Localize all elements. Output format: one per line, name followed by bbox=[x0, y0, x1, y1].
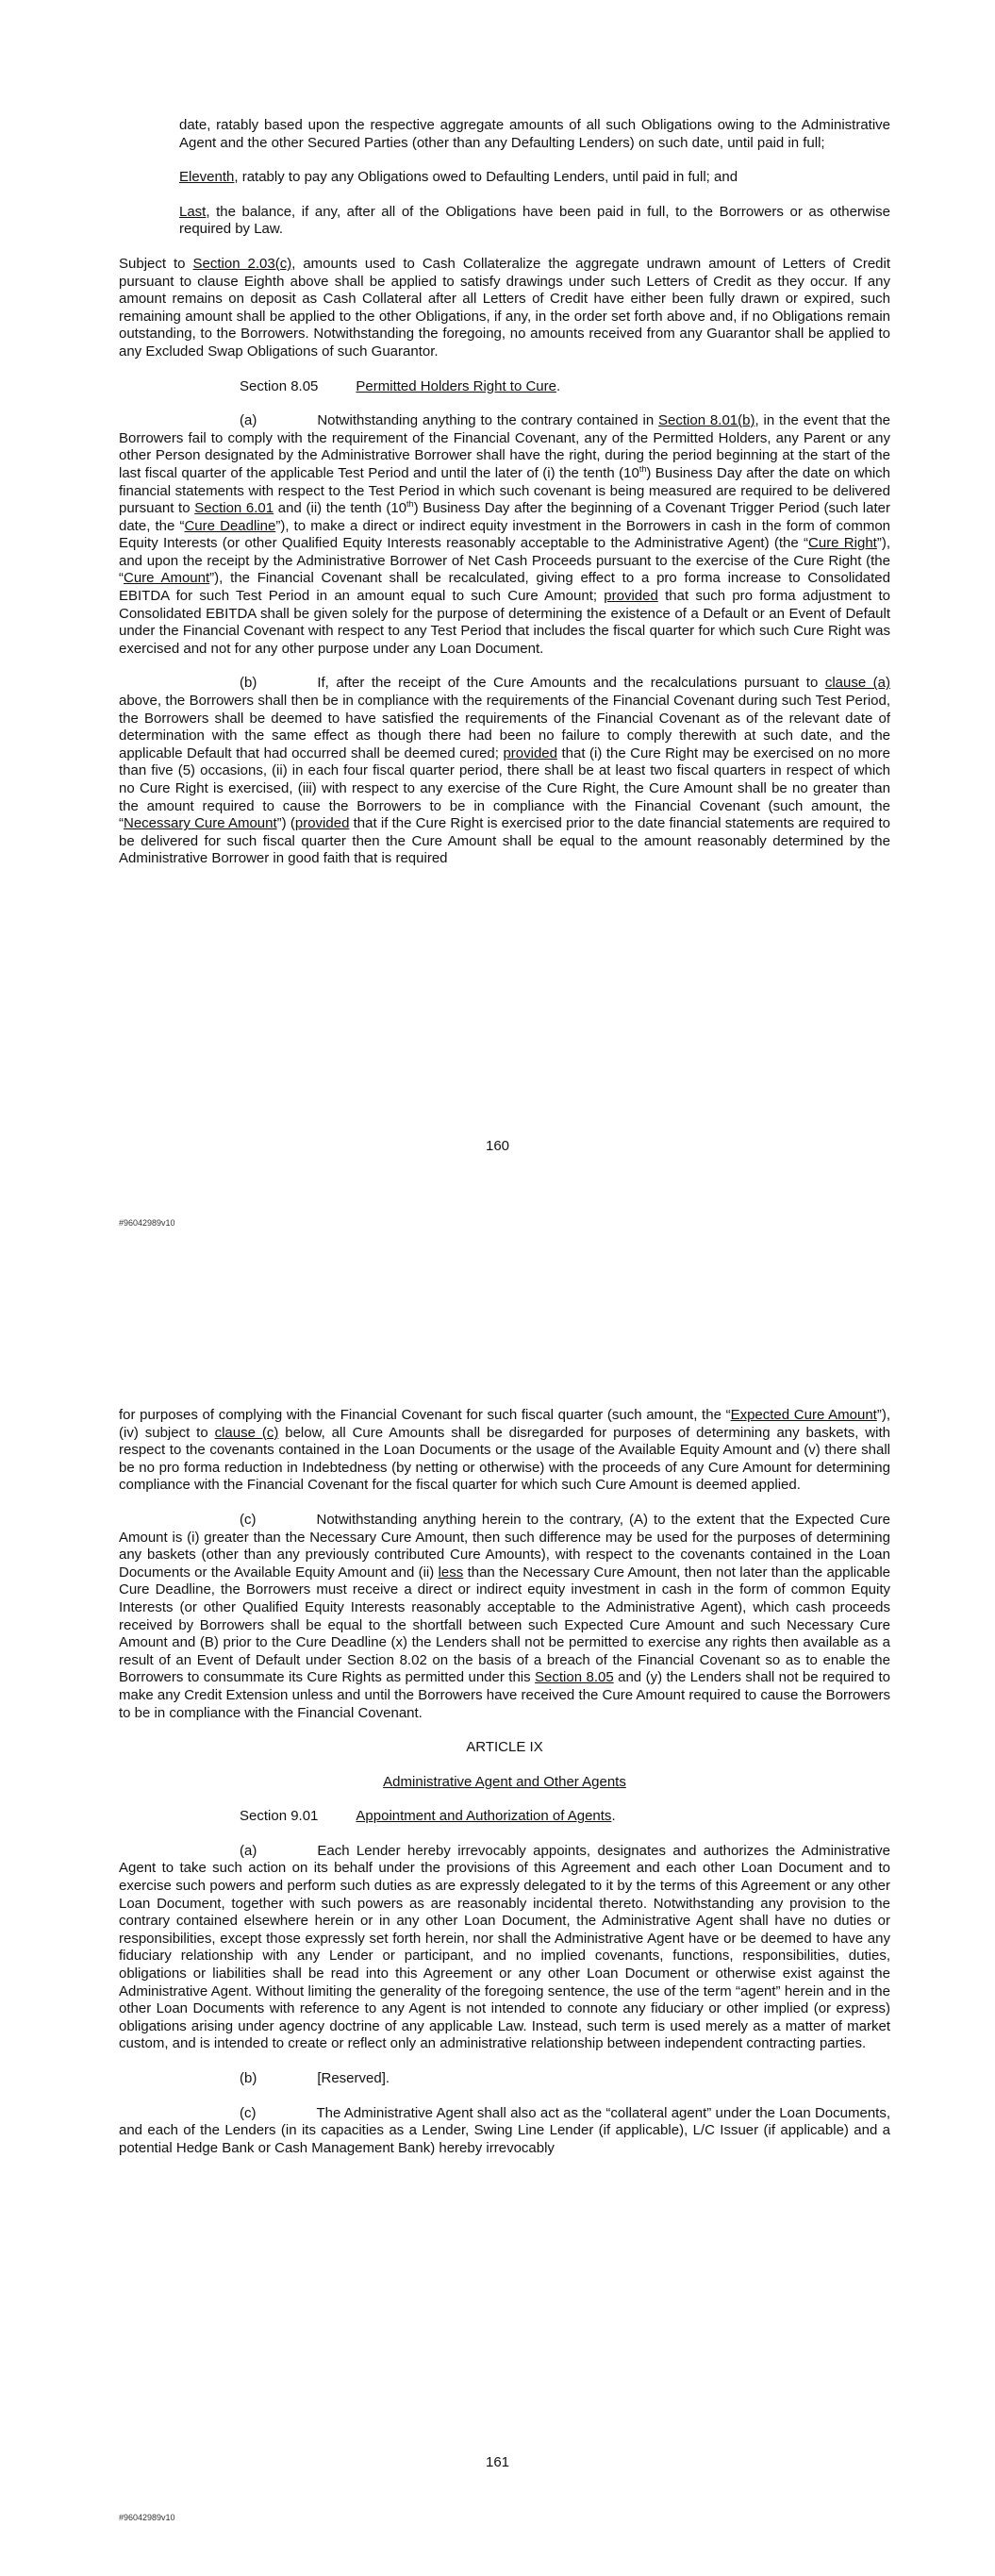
paragraph-8-05-b-continuation bbox=[119, 1407, 890, 1495]
paragraph-9-01-c bbox=[119, 2105, 890, 2158]
article-title bbox=[119, 1774, 890, 1792]
paragraph-8-05-b bbox=[119, 675, 890, 868]
section-period: . bbox=[556, 377, 561, 394]
text-b2: above, the Borrowers shall then be in compliance with the requirements of the Financial Covenant during such Test Period, the Borrowers shall be deemed to have satisfied the requirements of the Financial Covenant as of the relevant date of determination with the same effect as though there had been no failure to comply therewith at such date, and the applicable Default that had occurred shall be deemed cured; bbox=[119, 693, 890, 761]
defined-term-cure-right: Cure Right bbox=[808, 535, 877, 552]
provided-term: provided bbox=[503, 744, 557, 761]
section-8-05-ref: Section 8.05 bbox=[535, 1669, 614, 1686]
last-label: Last bbox=[179, 203, 207, 220]
page-161-body bbox=[119, 1407, 890, 2174]
last-text: , the balance, if any, after all of the Obligations have been paid in full, to the Borrowers or as otherwise required by Law. bbox=[179, 203, 890, 238]
provided-term: provided bbox=[294, 815, 350, 832]
subject-text-b: , amounts used to Cash Collateralize the aggregate undrawn amount of Letters of Credit pursuant to clause Eighth above shall be applied to satisfy drawings under such Letters of Credit as they occur. If any amount remains on deposit as Cash Collateral after all Letters of Credit have either been fully drawn or expired, such remaining amount shall be applied to the other Obligations, if any, in the order set forth above and, if no Obligations remain outstanding, to the Borrowers. Notwithstanding the foregoing, no amounts received from any Guarantor shall be applied to any Excluded Swap Obligations of such Guarantor. bbox=[119, 255, 891, 360]
subject-text-a: Subject to bbox=[119, 255, 193, 272]
clause-label: (a) bbox=[240, 412, 257, 429]
defined-term-necessary-cure-amount: Necessary Cure Amount bbox=[124, 815, 277, 832]
text-b4: ”) ( bbox=[276, 815, 295, 832]
section-period: . bbox=[611, 1808, 616, 1825]
paragraph-8-05-a bbox=[119, 412, 890, 658]
section-2-03c-ref: Section 2.03(c) bbox=[192, 255, 292, 272]
text-b8: below, all Cure Amounts shall be disregarded for purposes of determining any baskets, with respect to the covenants contained in the Loan Documents or the usage of the Available Equity Amount and (v) there shall be no pro forma reduction in Indebtedness (by netting or otherwise) with the proceeds of any Cure Amount for determining compliance with the Financial Covenant for the fiscal quarter for which such Cure Amount is deemed applied. bbox=[119, 1424, 890, 1494]
section-9-01-heading bbox=[119, 1808, 890, 1826]
text-c1: Notwithstanding anything herein to the contrary, (A) to the extent that the Expected Cure Amount is (i) greater than the Necessary Cure Amount, then such difference may be used for the purposes of determining any baskets (other than any previously contributed Cure Amounts), with respect to the covenants contained in the Loan Documents or the Available Equity Amount and (ii) bbox=[119, 1511, 890, 1581]
clause-label: (b) bbox=[240, 675, 257, 692]
section-number: Section 9.01 bbox=[240, 1808, 319, 1825]
section-6-01-ref: Section 6.01 bbox=[194, 500, 274, 517]
last-clause bbox=[179, 204, 890, 239]
text-b1: If, after the receipt of the Cure Amounts and the recalculations pursuant to bbox=[317, 675, 825, 692]
article-heading: ARTICLE IX bbox=[466, 1739, 543, 1756]
clause-label: (c) bbox=[240, 1511, 257, 1528]
section-8-05-heading bbox=[119, 378, 890, 396]
eleventh-text: , ratably to pay any Obligations owed to Defaulting Lenders, until paid in full; and bbox=[234, 169, 738, 186]
document-id: #96042989v10 bbox=[119, 2513, 175, 2522]
text-a4: and (ii) the tenth (10 bbox=[274, 500, 407, 517]
page-160-body bbox=[119, 117, 890, 885]
text-a1: Notwithstanding anything to the contrary contained in bbox=[317, 412, 659, 429]
text-a6: ”), to make a direct or indirect equity investment in the Borrowers in cash in the form of common Equity Interests (or other Qualified Equity Interests reasonably acceptable to the Administrative Agent) (the “ bbox=[119, 517, 891, 552]
section-title: Permitted Holders Right to Cure bbox=[356, 377, 556, 394]
eleventh-clause bbox=[179, 169, 890, 187]
subject-to-paragraph bbox=[119, 256, 890, 361]
paragraph-8-05-c bbox=[119, 1512, 890, 1722]
text-b5: that if the Cure Right is exercised prior to the date financial statements are required to be delivered for such fiscal quarter then the Cure Amount shall be equal to the amount reasonably determined by the Administrative Borrower in good faith that is required bbox=[119, 815, 890, 867]
section-8-01b-ref: Section 8.01(b) bbox=[658, 412, 755, 429]
section-title: Appointment and Authorization of Agents bbox=[356, 1808, 612, 1825]
text-a5: ) Business Day after the beginning of a Covenant Trigger Period (such later date, the “ bbox=[119, 500, 890, 534]
text-b6: for purposes of complying with the Financial Covenant for such fiscal quarter (such amount, the “ bbox=[119, 1407, 731, 1423]
text-c2: than the Necessary Cure Amount, then not later than the applicable Cure Deadline, the Borrowers must receive a direct or indirect equity investment in cash in the form of common Equity Interests (or other Qualified Equity Interests reasonably acceptable to the Administrative Agent), which cash proceeds received by Borrowers shall be equal to the shortfall between such Expected Cure Amount and such Necessary Cure Amount and (B) prior to the Cure Deadline (x) the Lenders shall not be permitted to exercise any rights then available as a result of an Event of Default under Section 8.02 on the basis of a breach of the Financial Covenant so as to enable the Borrowers to consummate its Cure Rights as permitted under this bbox=[119, 1564, 890, 1686]
paragraph-9-01-b bbox=[119, 2070, 890, 2088]
page-number: 161 bbox=[485, 2454, 510, 2470]
text-a2: , in the event that the Borrowers fail to comply with the requirement of the Financial Covenant, any of the Permitted Holders, any Parent or any other Person designated by the Administrative Borrower shall have the right, during the period beginning at the start of the last fiscal quarter of the applicable Test Period and until the later of (i) the tenth (10 bbox=[119, 412, 890, 481]
clause-label: (c) bbox=[240, 2104, 257, 2121]
defined-term-cure-deadline: Cure Deadline bbox=[184, 517, 276, 534]
article-title-text: Administrative Agent and Other Agents bbox=[383, 1773, 626, 1790]
eighth-text: date, ratably based upon the respective aggregate amounts of all such Obligations owing to the Administrative Agent and the other Secured Parties (other than any Defaulting Lenders) on such date, until paid in full; bbox=[179, 117, 890, 151]
eighth-clause-continuation bbox=[179, 117, 890, 152]
text-c3: and (y) the Lenders shall not be required to make any Credit Extension unless and until the Borrowers have received the Cure Amount required to cause the Borrowers to be in compliance with the Financial Covenant. bbox=[119, 1669, 890, 1721]
eleventh-label: Eleventh bbox=[179, 169, 235, 186]
clause-a-ref: clause (a) bbox=[824, 675, 890, 692]
section-number: Section 8.05 bbox=[240, 377, 319, 394]
paragraph-9-01-a bbox=[119, 1843, 890, 2053]
defined-term-expected-cure-amount: Expected Cure Amount bbox=[730, 1407, 877, 1423]
clause-label: (a) bbox=[240, 1842, 257, 1859]
clause-c-ref: clause (c) bbox=[214, 1424, 279, 1441]
text-9-01-b: [Reserved]. bbox=[317, 2070, 390, 2086]
text-b3: that (i) the Cure Right may be exercised on no more than five (5) occasions, (ii) in each four fiscal quarter period, there shall be at least two fiscal quarters in respect of which no Cure Right is exercised, (iii) with respect to any exercise of the Cure Right, the Cure Amount shall be no greater than the amount required to cause the Borrowers to be in compliance with the Financial Covenant (such amount, the “ bbox=[119, 744, 890, 832]
ordinal-suffix: th bbox=[406, 499, 414, 510]
clause-label: (b) bbox=[240, 2070, 257, 2086]
text-a3: ) Business Day after the date on which financial statements with respect to the Test Period in which such covenant is being measured are required to be delivered pursuant to bbox=[119, 464, 890, 517]
document-id: #96042989v10 bbox=[119, 1218, 175, 1228]
provided-term: provided bbox=[604, 588, 658, 605]
defined-term-cure-amount: Cure Amount bbox=[124, 570, 210, 587]
ordinal-suffix: th bbox=[638, 463, 647, 474]
text-b7: ”), (iv) subject to bbox=[119, 1407, 890, 1441]
page-number: 160 bbox=[485, 1138, 510, 1154]
text-a8: ”), the Financial Covenant shall be recalculated, giving effect to a pro forma increase to Consolidated EBITDA for such Test Period in an amount equal to such Cure Amount; bbox=[119, 570, 890, 605]
text-a9: that such pro forma adjustment to Consolidated EBITDA shall be given solely for the purpose of determining the existence of a Default or an Event of Default under the Financial Covenant with respect to any Test Period that includes the fiscal quarter for which such Cure Right was exercised and not for any other purpose under any Loan Document. bbox=[119, 588, 890, 657]
page-161 bbox=[0, 1288, 995, 2576]
text-a7: ”), and upon the receipt by the Administrative Borrower of Net Cash Proceeds pursuant to the exercise of the Cure Right (the “ bbox=[119, 535, 891, 587]
less-term: less bbox=[438, 1564, 464, 1581]
text-9-01-a: Each Lender hereby irrevocably appoints, designates and authorizes the Administrative Agent to take such action on its behalf under the provisions of this Agreement and each other Loan Document and to exercise such powers and perform such duties as are expressly delegated to it by the terms of this Agreement or any other Loan Document, together with such powers as are reasonably incidental thereto. Notwithstanding any provision to the contrary contained elsewhere herein or in any other Loan Document, the Administrative Agent shall have no duties or responsibilities, except those expressly set forth herein, nor shall the Administrative Agent have or be deemed to have any fiduciary relationship with any Lender or participant, and no implied covenants, functions, responsibilities, duties, obligations or liabilities shall be read into this Agreement or any other Loan Document or otherwise exist against the Administrative Agent. Without limiting the generality of the foregoing sentence, the use of the term “agent” herein and in the other Loan Documents with reference to any Agent is not intended to connote any fiduciary or other implied (or express) obligations arising under agency doctrine of any applicable Law. Instead, such term is used merely as a matter of market custom, and is intended to create or reflect only an administrative relationship between independent contracting parties. bbox=[119, 1842, 890, 2052]
text-9-01-c: The Administrative Agent shall also act as the “collateral agent” under the Loan Documents, and each of the Lenders (in its capacities as a Lender, Swing Line Lender (if applicable), L/C Issuer (if applicable) and a potential Hedge Bank or Cash Management Bank) hereby irrevocably bbox=[119, 2104, 890, 2156]
